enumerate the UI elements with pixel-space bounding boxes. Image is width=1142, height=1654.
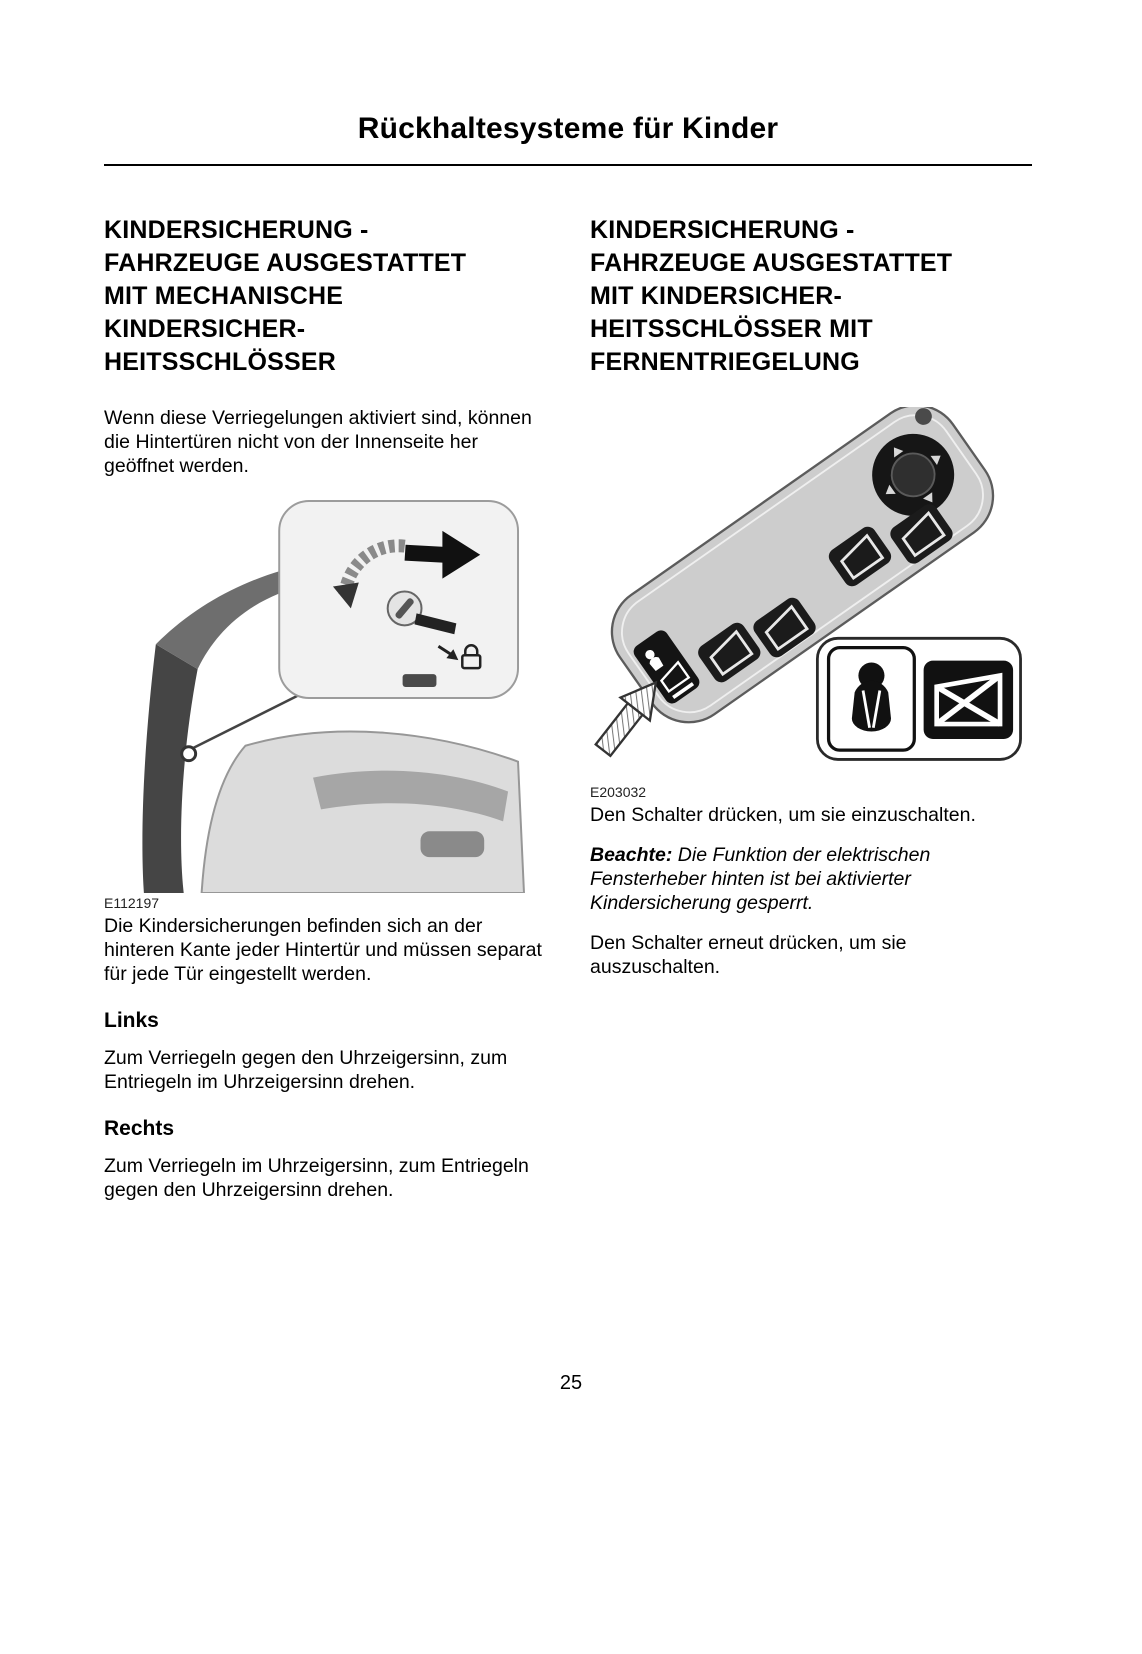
links-paragraph: Zum Verriegeln gegen den Uhrzeigersinn, zum Entriegeln im Uhrzeigersinn drehen. [104, 1046, 508, 1093]
door-lock-illustration [104, 495, 542, 893]
location-paragraph: Die Kindersicherungen befinden sich an der hinteren Kante jeder Hintertür und müssen separat für jede Tür eingestellt werden. [104, 914, 542, 985]
intro-paragraph: Wenn diese Verriegelungen aktiviert sind, können die Hintertüren nicht von der Innenseite her geöffnet werden. [104, 407, 532, 477]
child-icon [829, 648, 915, 751]
heading-line: KINDERSICHERUNG - [104, 216, 369, 244]
heading-line: FERNENTRIEGELUNG [590, 348, 860, 376]
heading-line: MIT MECHANISCHE [104, 282, 344, 310]
door-handle [421, 831, 485, 857]
page-title: Rückhaltesysteme für Kinder [357, 112, 779, 145]
figure-label: E112197 [104, 894, 160, 911]
switch-panel-illustration [590, 407, 1028, 782]
note-text: Die Funktion der elektrischen Fensterheber hinten ist bei aktivierter Kindersicherung gesperrt. [590, 843, 931, 914]
figure-label: E203032 [590, 784, 647, 800]
heading-line: HEITSSCHLÖSSER [104, 348, 336, 376]
section-heading-mechanical-locks [104, 214, 542, 379]
lock-inset [279, 501, 518, 698]
door-lock-figure [104, 495, 542, 911]
window-disabled-icon [924, 661, 1013, 739]
page-number: 25 [559, 1372, 583, 1394]
switch-off-paragraph: Den Schalter erneut drücken, um sie auszuschalten. [590, 931, 907, 978]
note-paragraph [590, 844, 1028, 916]
rechts-paragraph: Zum Verriegeln im Uhrzeigersinn, zum Entriegeln gegen den Uhrzeigersinn drehen. [104, 1154, 529, 1201]
title-rule [104, 164, 1032, 166]
heading-line: KINDERSICHER- [104, 315, 306, 343]
note-label: Beachte: [590, 843, 673, 866]
switch-on-paragraph: Den Schalter drücken, um sie einzuschalten. [590, 804, 976, 826]
section-heading-remote-locks [590, 214, 1028, 379]
lock-location-marker [182, 747, 196, 761]
heading-line: MIT KINDERSICHER- [590, 282, 843, 310]
heading-line: KINDERSICHERUNG - [590, 216, 855, 244]
left-column [104, 214, 542, 1219]
child-lock-callout [817, 638, 1020, 759]
door-latch [403, 674, 437, 687]
two-column-layout [104, 214, 1032, 1219]
window-switch-figure [590, 407, 1028, 800]
subheading-links: Links [104, 1008, 159, 1032]
heading-line: HEITSSCHLÖSSER MIT [590, 315, 873, 343]
heading-line: FAHRZEUGE AUSGESTATTET [590, 249, 953, 277]
right-column [590, 214, 1028, 1219]
heading-line: FAHRZEUGE AUSGESTATTET [104, 249, 467, 277]
subheading-rechts: Rechts [104, 1116, 175, 1140]
